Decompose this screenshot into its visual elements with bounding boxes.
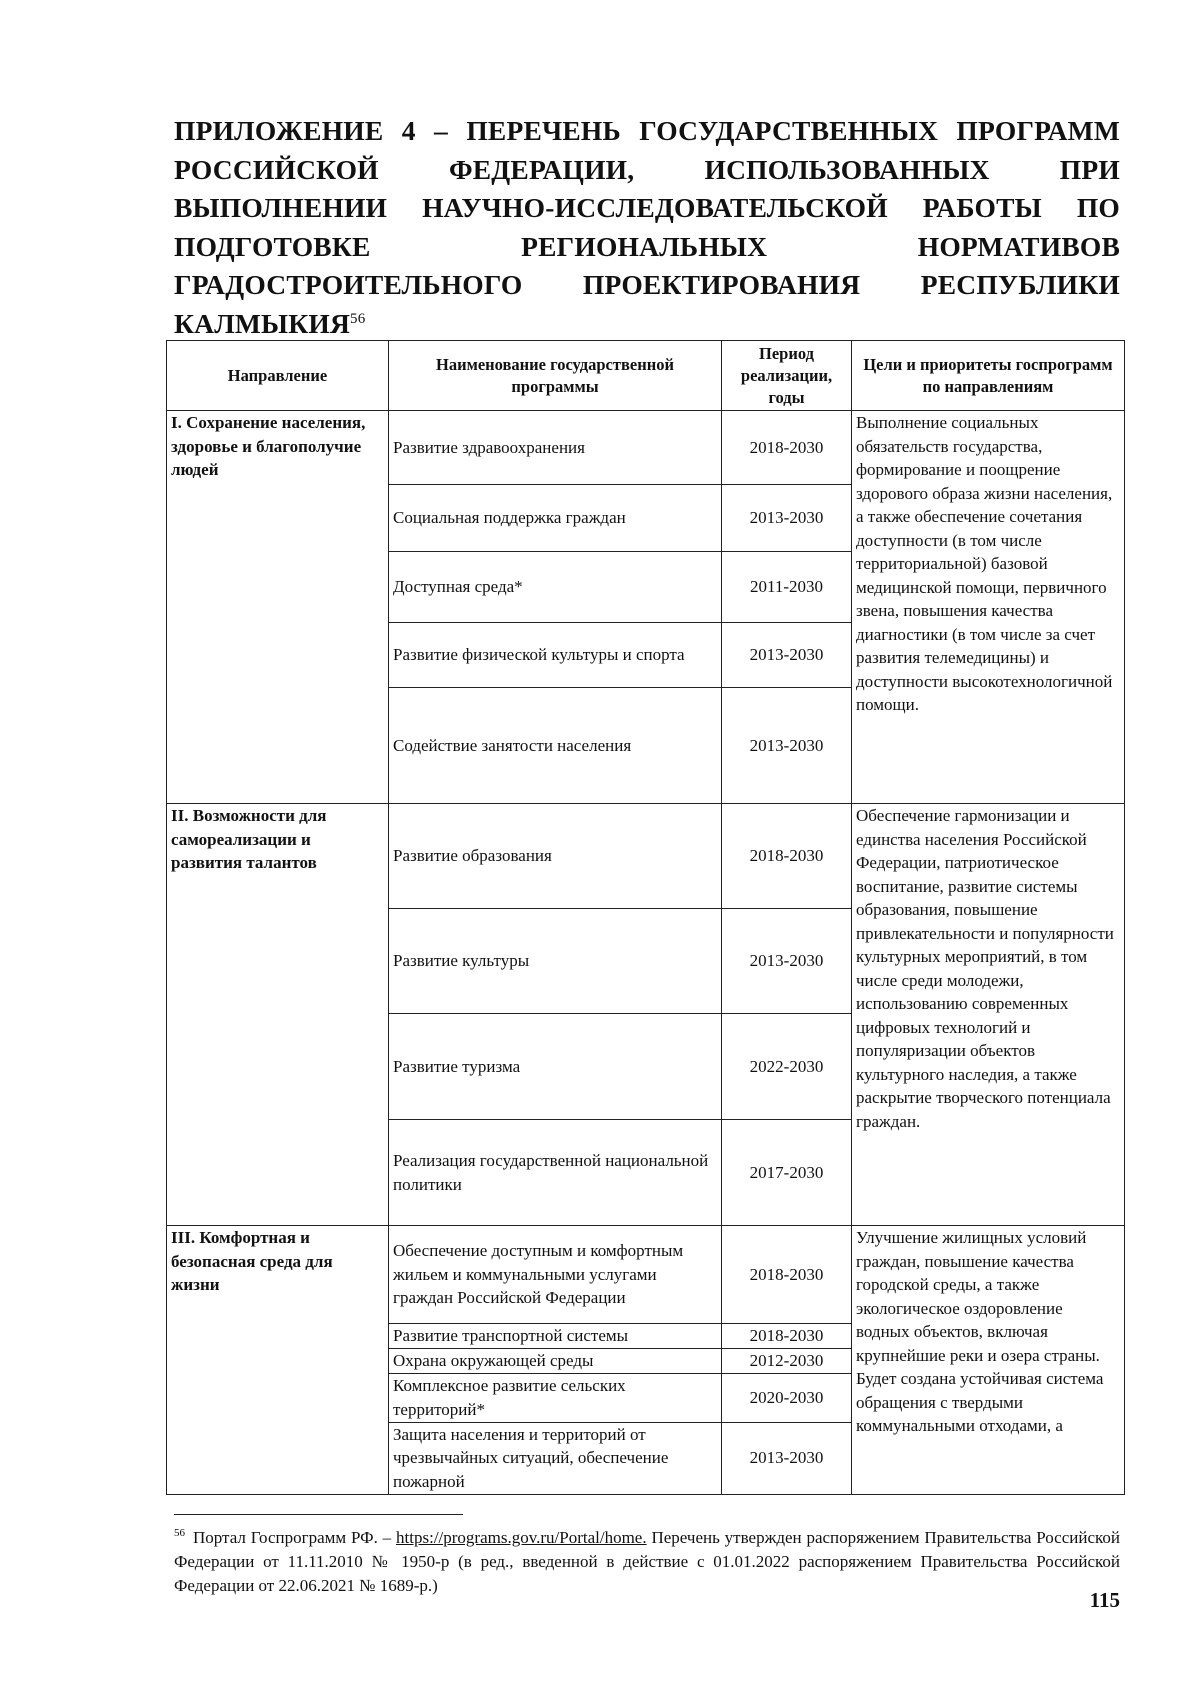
program-period: 2018-2030	[722, 804, 852, 909]
footnote-number: 56	[174, 1527, 185, 1540]
program-name: Развитие образования	[389, 804, 722, 909]
table-row	[167, 1226, 1125, 1324]
header-direction: Направление	[167, 341, 389, 411]
footnote-text-start: Портал Госпрограмм РФ. –	[193, 1528, 397, 1547]
table-header-row	[167, 341, 1125, 411]
header-program: Наименование государственной программы	[389, 341, 722, 411]
program-name: Реализация государственной национальной политики	[389, 1120, 722, 1226]
heading-text: ПРИЛОЖЕНИЕ 4 – ПЕРЕЧЕНЬ ГОСУДАРСТВЕННЫХ ПРОГРАММ РОССИЙСКОЙ ФЕДЕРАЦИИ, ИСПОЛЬЗОВАННЫХ ПРИ ВЫПОЛНЕНИИ НАУЧНО-ИССЛЕДОВАТЕЛЬСКОЙ РАБОТЫ ПО ПОДГОТОВКЕ РЕГИОНАЛЬНЫХ НОРМАТИВОВ ГРАДОСТРОИТЕЛЬНОГО ПРОЕКТИРОВАНИЯ РЕСПУБЛИКИ КАЛМЫКИЯ	[174, 115, 1120, 339]
heading-footnote-ref[interactable]: 56	[350, 310, 366, 327]
program-name: Обеспечение доступным и комфортным жильем и коммунальными услугами граждан Российской Федерации	[389, 1226, 722, 1324]
goals-cell: Выполнение социальных обязательств государства, формирование и поощрение здорового образа жизни населения, а также обеспечение сочетания доступности (в том числе территориальной) базовой медицинской помощи, первичного звена, повышения качества диагностики (в том числе за счет развития телемедицины) и доступности высокотехнологичной помощи.	[852, 411, 1125, 804]
program-period: 2011-2030	[722, 552, 852, 623]
program-period: 2018-2030	[722, 411, 852, 485]
program-period: 2013-2030	[722, 909, 852, 1014]
program-period: 2022-2030	[722, 1014, 852, 1120]
program-name: Развитие туризма	[389, 1014, 722, 1120]
programs-table	[166, 340, 1125, 1495]
program-period: 2012-2030	[722, 1349, 852, 1374]
program-name: Доступная среда*	[389, 552, 722, 623]
footnote-text-end: Перечень утвержден распоряжением Правительства Российской Федерации от 11.11.2010 № 1950-р (в ред., введенной в действие с 01.01.2022 распоряжением Правительства Российской Федерации от 22.06.2021 № 1689-р.)	[174, 1528, 1120, 1595]
program-name: Развитие культуры	[389, 909, 722, 1014]
footnote	[174, 1526, 1120, 1598]
program-name: Социальная поддержка граждан	[389, 485, 722, 552]
direction-cell: II. Возможности для самореализации и развития талантов	[167, 804, 389, 1226]
table-row	[167, 411, 1125, 485]
program-name: Охрана окружающей среды	[389, 1349, 722, 1374]
footnote-separator	[174, 1514, 463, 1515]
program-period: 2013-2030	[722, 623, 852, 688]
appendix-heading	[174, 112, 1120, 343]
program-period: 2018-2030	[722, 1226, 852, 1324]
direction-cell: I. Сохранение населения, здоровье и благополучие людей	[167, 411, 389, 804]
program-period: 2017-2030	[722, 1120, 852, 1226]
program-name: Развитие физической культуры и спорта	[389, 623, 722, 688]
program-name: Комплексное развитие сельских территорий*	[389, 1373, 722, 1422]
goals-cell: Улучшение жилищных условий граждан, повышение качества городской среды, а также экологическое оздоровление водных объектов, включая крупнейшие реки и озера страны. Будет создана устойчивая система обращения с твердыми коммунальными отходами, а	[852, 1226, 1125, 1495]
table-row	[167, 804, 1125, 909]
direction-cell: III. Комфортная и безопасная среда для жизни	[167, 1226, 389, 1495]
program-name: Развитие транспортной системы	[389, 1324, 722, 1349]
program-name: Защита населения и территорий от чрезвычайных ситуаций, обеспечение пожарной	[389, 1422, 722, 1494]
program-period: 2013-2030	[722, 688, 852, 804]
footnote-link[interactable]: https://programs.gov.ru/Portal/home.	[396, 1528, 647, 1547]
program-name: Содействие занятости населения	[389, 688, 722, 804]
header-period: Период реализации, годы	[722, 341, 852, 411]
program-period: 2020-2030	[722, 1373, 852, 1422]
program-period: 2013-2030	[722, 485, 852, 552]
program-period: 2013-2030	[722, 1422, 852, 1494]
header-goals: Цели и приоритеты госпрограмм по направлениям	[852, 341, 1125, 411]
page-number: 115	[1089, 1588, 1120, 1612]
program-name: Развитие здравоохранения	[389, 411, 722, 485]
program-period: 2018-2030	[722, 1324, 852, 1349]
goals-cell: Обеспечение гармонизации и единства населения Российской Федерации, патриотическое воспитание, развитие системы образования, повышение привлекательности и популярности культурных мероприятий, в том числе среди молодежи, использованию современных цифровых технологий и популяризации объектов культурного наследия, а также раскрытие творческого потенциала граждан.	[852, 804, 1125, 1226]
